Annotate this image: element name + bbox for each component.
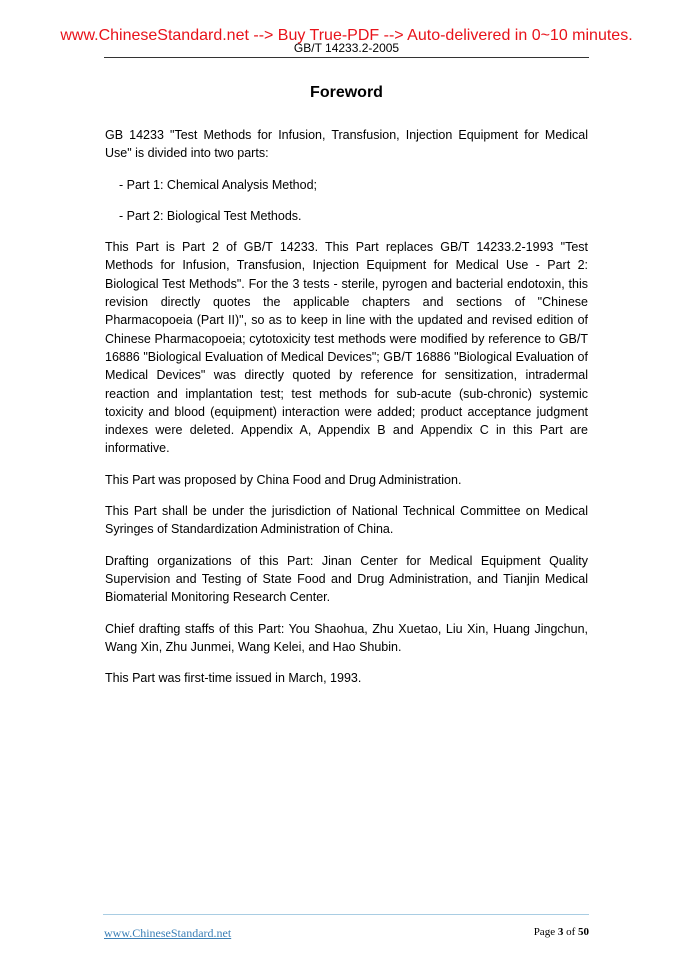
document-code: GB/T 14233.2-2005 (293, 41, 400, 55)
proposer-paragraph: This Part was proposed by China Food and Drug Administration. (105, 472, 462, 487)
list-item-part-2: - Part 2: Biological Test Methods. (119, 208, 302, 223)
first-issued-paragraph: This Part was first-time issued in March, 1993. (105, 671, 362, 686)
drafting-staff-paragraph: Chief drafting staffs of this Part: You Shaohua, Zhu Xuetao, Liu Xin, Huang Jingchun, Wang Xin, Zhu Junmei, Wang Kelei, and Hao Shubin. (105, 621, 588, 654)
page-separator: of (563, 926, 578, 938)
drafting-organizations-paragraph: Drafting organizations of this Part: Jinan Center for Medical Equipment Quality Supervision and Testing of State Food and Drug Administration, and Tianjin Medical Biomaterial Monitoring Research Center. (105, 553, 588, 605)
page-current: 3 (557, 926, 564, 938)
replacement-paragraph: This Part is Part 2 of GB/T 14233. This Part replaces GB/T 14233.2-1993 "Test Methods for Infusion, Transfusion, Injection Equipment for Medical Use - Part 2: Biological Test Methods". For the 3 tests - sterile, pyrogen and bacterial endotoxin, this revision directly quotes the applicable chapters and sections of "Chinese Pharmacopoeia (Part II)", so as to keep in line with the updated and revised edition of Chinese Pharmacopoeia; cytotoxicity test methods were modified by reference to GB/T 16886 "Biological Evaluation of Medical Devices"; GB/T 16886 "Biological Evaluation of Medical Devices" was directly quoted by reference for sensitization, intradermal reaction and implantation test; test methods for sub-acute (sub-chronic) systemic toxicity and blood (equipment) interaction were added; product acceptance judgment indexes were deleted. Appendix A, Appendix B and Appendix C in this Part are informative. (105, 240, 588, 456)
page-prefix: Page (533, 926, 558, 938)
page-number (534, 926, 589, 938)
footer-divider (103, 914, 589, 915)
jurisdiction-paragraph: This Part shall be under the jurisdiction of National Technical Committee on Medical Syringes of Standardization Administration of China. (105, 504, 588, 537)
intro-paragraph: GB 14233 "Test Methods for Infusion, Transfusion, Injection Equipment for Medical Use" is divided into two parts: (105, 128, 588, 161)
list-item-part-1: - Part 1: Chemical Analysis Method; (119, 177, 317, 192)
footer-website-link[interactable]: www.ChineseStandard.net (104, 926, 232, 940)
page-total: 50 (578, 926, 589, 938)
page-title: Foreword (310, 84, 383, 101)
header-divider (104, 57, 589, 58)
document-body (105, 126, 588, 700)
promo-banner-link[interactable]: www.ChineseStandard.net --> Buy True-PDF --> Auto-delivered in 0~10 minutes. (60, 27, 633, 44)
